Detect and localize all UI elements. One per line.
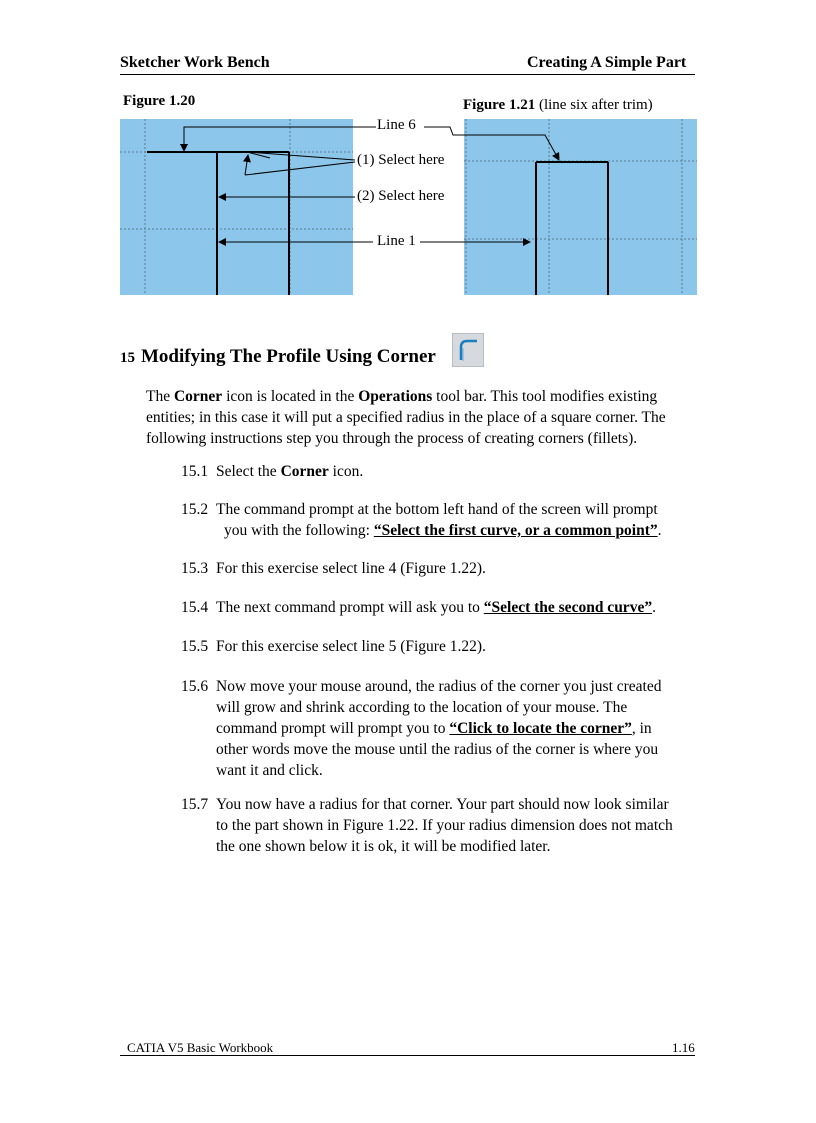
label-select-1: (1) Select here xyxy=(357,152,445,168)
step-text: Select the xyxy=(216,463,281,480)
step-15-5 xyxy=(181,636,701,657)
step-number: 15.1 xyxy=(181,463,209,480)
intro-operations-term: Operations xyxy=(358,388,433,405)
step-text: You now have a radius for that corner. Your part should now look similar xyxy=(216,796,669,813)
step-text: . xyxy=(652,599,656,616)
command-prompt-text: “Click to locate the corner” xyxy=(449,720,632,737)
step-number: 15.5 xyxy=(181,638,209,655)
page-number: 1.16 xyxy=(672,1040,695,1055)
step-15-7 xyxy=(181,794,701,857)
step-text: Now move your mouse around, the radius of the corner you just created xyxy=(216,678,662,695)
label-line-1: Line 1 xyxy=(377,233,416,249)
intro-paragraph xyxy=(146,386,706,449)
step-line xyxy=(181,718,701,739)
section-title: Modifying The Profile Using Corner xyxy=(141,346,436,367)
step-text: the one shown below it is ok, it will be modified later. xyxy=(216,838,551,855)
figure-1-21-caption-text: (line six after trim) xyxy=(535,97,653,113)
step-text: . xyxy=(657,522,662,539)
step-number: 15.7 xyxy=(181,796,209,813)
step-term: Corner xyxy=(280,463,329,480)
step-text: For this exercise select line 5 (Figure 1.22). xyxy=(216,638,486,655)
header-subtitle: Creating A Simple Part xyxy=(527,54,687,71)
intro-corner-term: Corner xyxy=(173,388,223,405)
step-number: 15.6 xyxy=(181,678,209,695)
label-select-2: (2) Select here xyxy=(357,188,445,204)
step-text: , in xyxy=(631,720,652,737)
step-15-1 xyxy=(181,461,701,482)
footer-title: CATIA V5 Basic Workbook xyxy=(127,1040,274,1055)
step-15-2 xyxy=(181,499,701,541)
step-text: will grow and shrink according to the location of your mouse. The xyxy=(216,699,628,716)
command-prompt-text: “Select the first curve, or a common point” xyxy=(373,522,658,539)
step-15-6 xyxy=(181,676,701,781)
label-line-6: Line 6 xyxy=(377,117,416,133)
intro-text-3: tool bar. This tool modifies existing entities; in this case it will put a specified radius in the place of a square corner. The following instructions step you through the process of creating corners (fillets). xyxy=(146,388,666,447)
figure-1-20-caption: Figure 1.20 xyxy=(123,93,196,109)
step-text: to the part shown in Figure 1.22. If your radius dimension does not match xyxy=(216,817,673,834)
intro-text-2: icon is located in the xyxy=(222,388,359,405)
header-title: Sketcher Work Bench xyxy=(120,54,270,71)
step-text: icon. xyxy=(328,463,364,480)
step-text: you with the following: xyxy=(224,522,374,539)
step-15-3 xyxy=(181,558,701,579)
step-text: The command prompt at the bottom left hand of the screen will prompt xyxy=(216,501,658,518)
footer-rule xyxy=(120,1055,695,1056)
step-number: 15.4 xyxy=(181,599,209,616)
step-text: The next command prompt will ask you to xyxy=(216,599,484,616)
command-prompt-text: “Select the second curve” xyxy=(483,599,653,616)
step-text: For this exercise select line 4 (Figure 1.22). xyxy=(216,560,486,577)
section-number: 15 xyxy=(120,350,135,366)
step-text: other words move the mouse until the radius of the corner is where you xyxy=(216,741,659,758)
step-text: want it and click. xyxy=(216,762,323,779)
figure-1-21-caption-label: Figure 1.21 xyxy=(463,97,536,113)
step-15-4 xyxy=(181,597,701,618)
step-number: 15.3 xyxy=(181,560,209,577)
intro-text-1: The xyxy=(146,388,174,405)
step-number: 15.2 xyxy=(181,501,209,518)
corner-tool-icon xyxy=(452,333,484,367)
section-heading xyxy=(120,346,436,368)
step-text: command prompt will prompt you to xyxy=(216,720,450,737)
